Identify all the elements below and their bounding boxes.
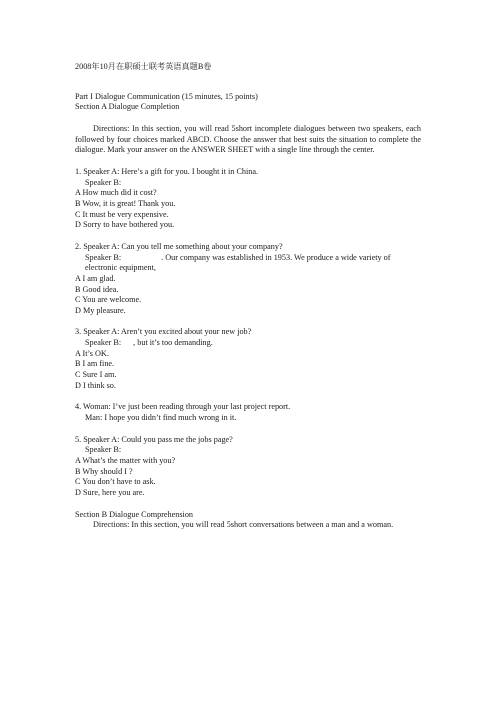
speaker-b-line: Speaker B:	[85, 445, 122, 455]
option-c: C Sure I am.	[75, 370, 117, 380]
document-title: 2008年10月在职硕士联考英语真题B卷	[75, 62, 212, 71]
question-5	[75, 435, 421, 499]
question-1	[75, 167, 421, 231]
question-3	[75, 327, 421, 391]
question-stem: 3. Speaker A: Aren’t you excited about your new job?	[75, 327, 252, 337]
option-b: B Wow, it is great! Thank you.	[75, 198, 176, 208]
section-a-heading: Section A Dialogue Completion	[75, 102, 180, 112]
question-stem: 2. Speaker A: Can you tell me something about your company?	[75, 241, 283, 251]
option-a: A How much did it cost?	[75, 188, 157, 198]
speaker-b-line: Speaker B: . Our company was established in 1953. We produce a wide variety of electronic equipment,	[85, 252, 391, 273]
section-b-directions: Directions: In this section, you will read 5short conversations between a man and a woman.	[93, 520, 394, 530]
option-a: A I am glad.	[75, 273, 116, 283]
man-line: Man: I hope you didn’t find much wrong in it.	[85, 413, 237, 423]
section-b-heading: Section B Dialogue Comprehension	[75, 509, 194, 519]
question-stem: 5. Speaker A: Could you pass me the jobs page?	[75, 434, 233, 444]
option-c: C You don’t have to ask.	[75, 477, 156, 487]
option-b: B I am fine.	[75, 359, 115, 369]
option-a: A What’s the matter with you?	[75, 456, 176, 466]
option-d: D My pleasure.	[75, 305, 126, 315]
option-d: D Sure, here you are.	[75, 488, 145, 497]
option-a: A It’s OK.	[75, 348, 109, 358]
question-2	[75, 242, 421, 317]
section-a-directions: Directions: In this section, you will read 5short incomplete dialogues between two speakers, each followed by four choices marked ABCD. Choose the answer that best suits the situation to complete the dialogue. Mark your answer on the ANSWER SHEET with a single line through the center.	[75, 123, 421, 155]
document-content	[75, 62, 421, 531]
speaker-b-line: Speaker B: , but it’s too demanding.	[85, 338, 213, 348]
option-d: D I think so.	[75, 380, 116, 390]
option-b: B Why should I ?	[75, 466, 133, 476]
part-heading: Part I Dialogue Communication (15 minutes, 15 points)	[75, 91, 258, 101]
option-d: D Sorry to have bothered you.	[75, 220, 175, 230]
option-c: C It must be very expensive.	[75, 209, 169, 219]
question-stem: 1. Speaker A: Here’s a gift for you. I bought it in China.	[75, 166, 259, 176]
speaker-b-line: Speaker B:	[85, 177, 122, 187]
question-stem: 4. Woman: I’ve just been reading through your last project report.	[75, 402, 291, 412]
question-4	[75, 402, 421, 423]
option-b: B Good idea.	[75, 284, 119, 294]
option-c: C You are welcome.	[75, 295, 142, 305]
